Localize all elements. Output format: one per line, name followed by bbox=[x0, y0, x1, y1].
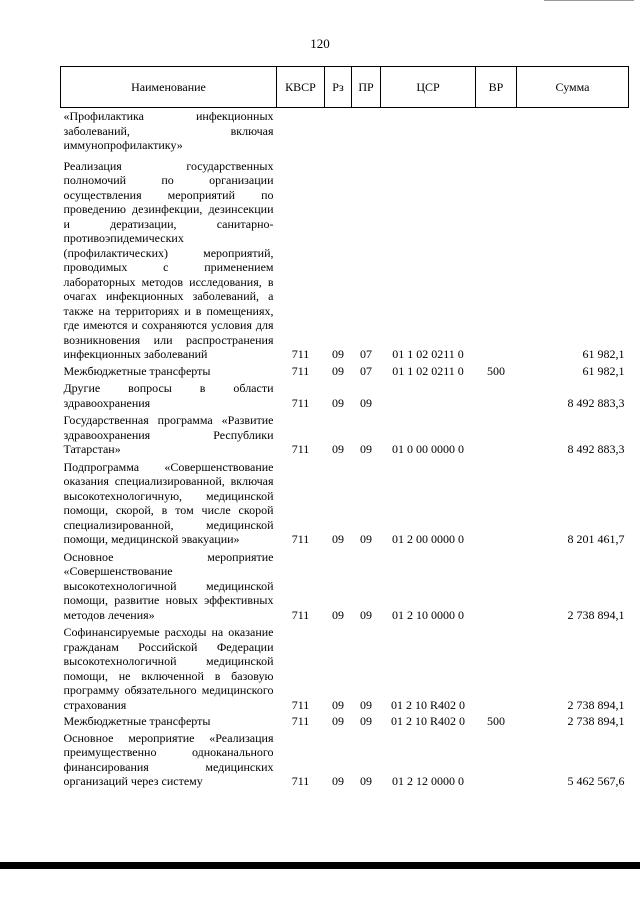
column-header-sum: Сумма bbox=[517, 67, 629, 108]
row-name: Основное мероприятие «Совершенствование высокотехнологичной медицинской помощи, развитие новых эффективных методов лечения» bbox=[63, 549, 274, 622]
row-sum: 8 201 461,7 bbox=[567, 532, 625, 546]
row-kvsr: 711 bbox=[291, 395, 310, 410]
table-row bbox=[61, 712, 629, 729]
table-row bbox=[61, 153, 629, 362]
row-rz: 09 bbox=[332, 347, 344, 361]
row-kvsr bbox=[277, 108, 325, 153]
row-kvsr: 711 bbox=[291, 607, 310, 622]
column-header-kvsr: КВСР bbox=[277, 67, 325, 108]
row-csr: 01 2 10 R402 0 bbox=[390, 714, 465, 728]
budget-table bbox=[60, 66, 629, 789]
row-sum: 8 492 883,3 bbox=[567, 442, 625, 456]
row-name: Межбюджетные трансферты bbox=[63, 363, 211, 378]
row-rz: 09 bbox=[332, 395, 344, 410]
row-rz: 09 bbox=[332, 607, 344, 622]
row-csr: 01 2 10 R402 0 bbox=[390, 697, 465, 712]
row-name: Межбюджетные трансферты bbox=[63, 714, 211, 728]
row-csr: 01 2 10 0000 0 bbox=[392, 607, 464, 622]
column-header-vr: ВР bbox=[476, 67, 517, 108]
row-pr: 07 bbox=[360, 347, 372, 361]
column-header-pr: ПР bbox=[352, 67, 381, 108]
table-row bbox=[61, 410, 629, 457]
row-rz: 09 bbox=[332, 774, 344, 788]
table-header-row bbox=[61, 67, 629, 108]
row-sum: 2 738 894,1 bbox=[567, 697, 625, 712]
row-name: Другие вопросы в области здравоохранения bbox=[63, 381, 274, 410]
row-rz: 09 bbox=[332, 697, 344, 712]
row-vr bbox=[476, 457, 517, 547]
row-vr: 500 bbox=[487, 363, 505, 378]
row-csr: 01 1 02 0211 0 bbox=[392, 363, 464, 378]
scan-bottom-bar bbox=[0, 862, 640, 869]
table-row bbox=[61, 729, 629, 789]
row-csr bbox=[381, 108, 476, 153]
row-kvsr: 711 bbox=[291, 363, 310, 378]
row-kvsr: 711 bbox=[291, 774, 310, 788]
row-pr: 07 bbox=[360, 363, 372, 378]
row-rz: 09 bbox=[332, 532, 344, 546]
table-row bbox=[61, 378, 629, 410]
page-number: 120 bbox=[310, 36, 330, 51]
row-vr bbox=[476, 410, 517, 457]
row-sum: 2 738 894,1 bbox=[567, 607, 625, 622]
row-name: Софинансируемые расходы на оказание гражданам Российской Федерации высокотехнологичной медицинской помощи, не включенной в базовую программу обязательного медицинского страхования bbox=[63, 625, 274, 712]
row-name: Основное мероприятие «Реализация преимущественно одноканального финансирования медицинских организаций через систему bbox=[63, 730, 274, 788]
row-vr bbox=[476, 378, 517, 410]
row-sum: 5 462 567,6 bbox=[567, 774, 625, 788]
row-sum bbox=[517, 108, 629, 153]
row-csr: 01 2 00 0000 0 bbox=[392, 532, 464, 546]
table-row bbox=[61, 457, 629, 547]
row-sum: 61 982,1 bbox=[582, 347, 625, 361]
table-row bbox=[61, 547, 629, 623]
row-pr: 09 bbox=[360, 714, 372, 728]
row-kvsr: 711 bbox=[291, 697, 310, 712]
column-header-name: Наименование bbox=[61, 67, 277, 108]
row-kvsr: 711 bbox=[291, 347, 310, 361]
row-vr bbox=[476, 622, 517, 712]
row-kvsr: 711 bbox=[291, 714, 310, 728]
row-vr bbox=[476, 729, 517, 789]
row-kvsr: 711 bbox=[291, 532, 310, 546]
row-rz: 09 bbox=[332, 363, 344, 378]
table-row bbox=[61, 108, 629, 153]
row-pr: 09 bbox=[360, 532, 372, 546]
row-csr: 01 2 12 0000 0 bbox=[392, 774, 464, 788]
row-name: Государственная программа «Развитие здравоохранения Республики Татарстан» bbox=[63, 413, 274, 456]
row-sum: 8 492 883,3 bbox=[567, 395, 625, 410]
row-csr: 01 1 02 0211 0 bbox=[392, 347, 464, 361]
row-name: Реализация государственных полномочий по организации осуществления мероприятий по проведению дезинфекции, дезинсекции и дератизации, санитарно-противоэпидемических (профилактических) мероприятий, проводимых с применением лабораторных методов исследования, в очагах инфекционных заболеваний, а также на территориях и в помещениях, где имеются и сохраняются условия для возникновения или распространения инфекционных заболеваний bbox=[63, 158, 274, 361]
row-csr bbox=[381, 378, 476, 410]
row-rz bbox=[325, 108, 352, 153]
row-vr bbox=[476, 153, 517, 362]
row-pr: 09 bbox=[360, 697, 372, 712]
row-pr: 09 bbox=[360, 442, 372, 456]
table-row bbox=[61, 362, 629, 379]
row-pr: 09 bbox=[360, 395, 372, 410]
row-name: «Профилактика инфекционных заболеваний, включая иммунопрофилактику» bbox=[63, 109, 274, 152]
row-csr: 01 0 00 0000 0 bbox=[392, 442, 464, 456]
row-rz: 09 bbox=[332, 714, 344, 728]
row-pr: 09 bbox=[360, 774, 372, 788]
scan-corner-mark bbox=[544, 0, 634, 1]
row-pr bbox=[352, 108, 381, 153]
row-vr bbox=[476, 108, 517, 153]
column-header-rz: Рз bbox=[325, 67, 352, 108]
row-sum: 2 738 894,1 bbox=[567, 714, 625, 728]
row-rz: 09 bbox=[332, 442, 344, 456]
row-kvsr: 711 bbox=[291, 442, 310, 456]
row-sum: 61 982,1 bbox=[582, 363, 625, 378]
column-header-csr: ЦСР bbox=[381, 67, 476, 108]
row-vr bbox=[476, 547, 517, 623]
row-pr: 09 bbox=[360, 607, 372, 622]
table-row bbox=[61, 622, 629, 712]
row-name: Подпрограмма «Совершенствование оказания специализированной, включая высокотехнологичную, медицинской помощи, скорой, в том числе скорой специализированной, медицинской помощи, медицинской эвакуации» bbox=[63, 459, 274, 546]
row-vr: 500 bbox=[487, 714, 505, 728]
